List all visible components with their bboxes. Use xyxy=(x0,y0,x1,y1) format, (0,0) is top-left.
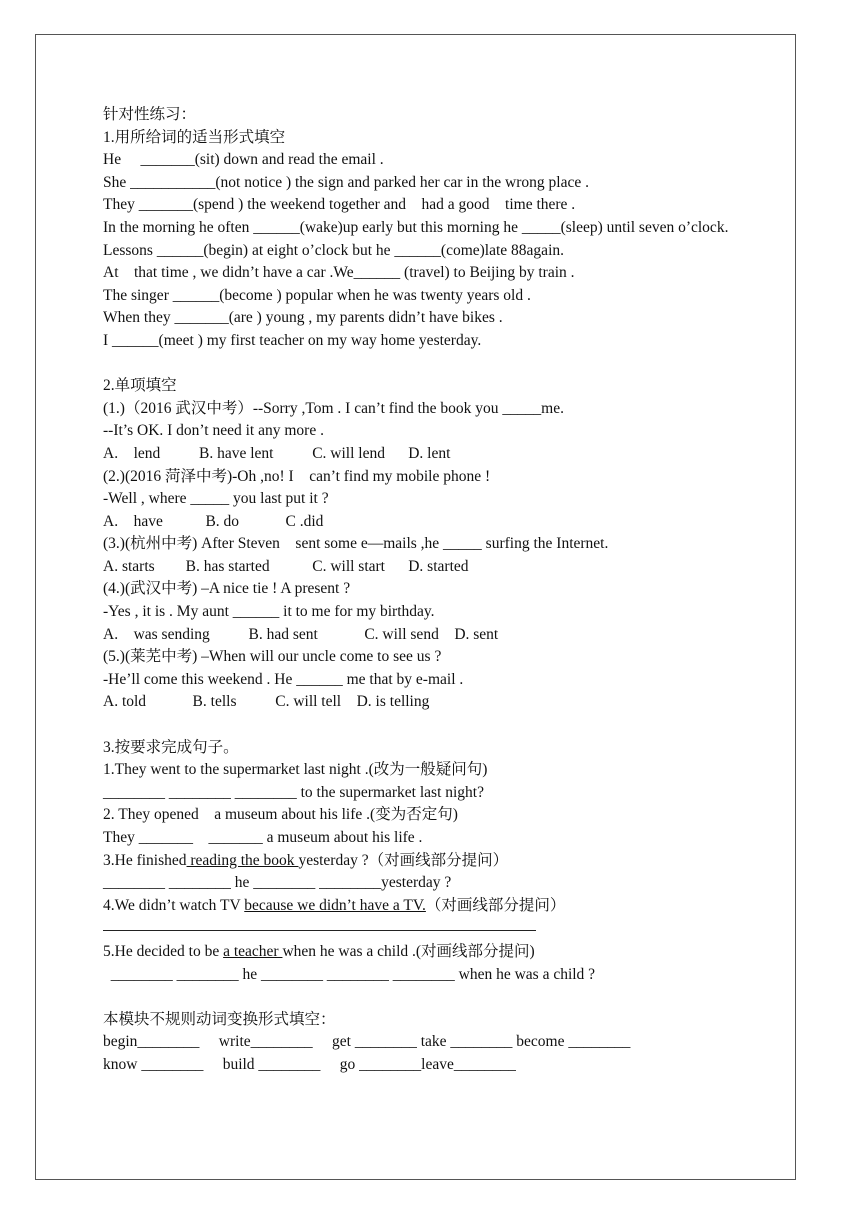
fill-item: At that time , we didn’t have a car .We______ (travel) to Beijing by train . xyxy=(103,264,575,282)
fill-item: The singer ______(become ) popular when he was twenty years old . xyxy=(103,286,531,304)
section-1-heading: 1.用所给词的适当形式填空 xyxy=(103,128,286,146)
rewrite-question: 2. They opened a museum about his life .(变为否定句) xyxy=(103,806,458,824)
verb-row: know ________ build ________ go ________leave________ xyxy=(103,1055,516,1073)
question-text: when he was a child .(对画线部分提问) xyxy=(282,942,535,960)
rewrite-question xyxy=(103,941,733,964)
question-text: yesterday ?（对画线部分提问） xyxy=(298,851,509,869)
rewrite-answer: ________ ________ he ________ ________ ________ when he was a child ? xyxy=(103,965,596,983)
spacer xyxy=(103,714,733,737)
mc-question: (1.)（2016 武汉中考）--Sorry ,Tom . I can’t find the book you _____me. xyxy=(103,399,564,417)
fill-item: They _______(spend ) the weekend together and had a good time there . xyxy=(103,196,576,214)
worksheet-title: 针对性练习： xyxy=(103,106,197,123)
underlined-part: a teacher xyxy=(223,942,283,960)
question-text: （对画线部分提问） xyxy=(425,896,566,914)
fill-item: I ______(meet ) my first teacher on my way home yesterday. xyxy=(103,331,482,349)
mc-options: A. have B. do C .did xyxy=(103,512,324,530)
rewrite-question xyxy=(103,850,733,873)
mc-question: (5.)(莱芜中考) –When will our uncle come to see us ? xyxy=(103,648,442,666)
section-4-heading: 本模块不规则动词变换形式填空： xyxy=(103,1010,336,1028)
mc-options: A. told B. tells C. will tell D. is telling xyxy=(103,693,430,711)
question-text: 3.He finished xyxy=(103,851,187,869)
rewrite-answer: ________ ________ he ________ ________yesterday ? xyxy=(103,874,452,892)
rewrite-answer: They _______ _______ a museum about his life . xyxy=(103,829,423,846)
rewrite-question xyxy=(103,895,733,918)
spacer xyxy=(103,986,733,1009)
spacer xyxy=(103,353,733,376)
mc-options: A. lend B. have lent C. will lend D. lent xyxy=(103,444,451,462)
fill-item: Lessons ______(begin) at eight o’clock but he ______(come)late 88again. xyxy=(103,241,564,259)
mc-question: (3.)(杭州中考) After Steven sent some e—mails ,he _____ surfing the Internet. xyxy=(103,535,609,553)
verb-row: begin________ write________ get ________ take ________ become ________ xyxy=(103,1033,631,1051)
mc-question: --It’s OK. I don’t need it any more . xyxy=(103,422,324,440)
question-text: 4.We didn’t watch TV xyxy=(103,896,245,914)
worksheet xyxy=(103,104,733,1077)
underlined-part: because we didn’t have a TV. xyxy=(244,896,426,914)
mc-options: A. was sending B. had sent C. will send D. sent xyxy=(103,625,499,643)
underlined-part: reading the book xyxy=(186,851,299,869)
section-2-heading: 2.单项填空 xyxy=(103,377,177,395)
mc-options: A. starts B. has started C. will start D. started xyxy=(103,557,469,575)
section-3-heading: 3.按要求完成句子。 xyxy=(103,738,239,756)
fill-item: He _______(sit) down and read the email . xyxy=(103,151,384,169)
fill-item: She ___________(not notice ) the sign and parked her car in the wrong place . xyxy=(103,173,589,191)
fill-item: In the morning he often ______(wake)up early but this morning he _____(sleep) until seven o’clock. xyxy=(103,218,729,236)
mc-question: (2.)(2016 菏泽中考)-Oh ,no! I can’t find my mobile phone ! xyxy=(103,467,491,485)
rewrite-question: 1.They went to the supermarket last night .(改为一般疑问句) xyxy=(103,761,488,779)
mc-question: -Well , where _____ you last put it ? xyxy=(103,490,329,508)
mc-question: -Yes , it is . My aunt ______ it to me for my birthday. xyxy=(103,603,435,621)
mc-question: -He’ll come this weekend . He ______ me that by e-mail . xyxy=(103,670,464,688)
rewrite-answer: ________ ________ ________ to the supermarket last night? xyxy=(103,783,484,801)
question-text: 5.He decided to be xyxy=(103,942,224,960)
mc-question: (4.)(武汉中考) –A nice tie ! A present ? xyxy=(103,580,351,598)
fill-item: When they _______(are ) young , my parents didn’t have bikes . xyxy=(103,309,503,327)
